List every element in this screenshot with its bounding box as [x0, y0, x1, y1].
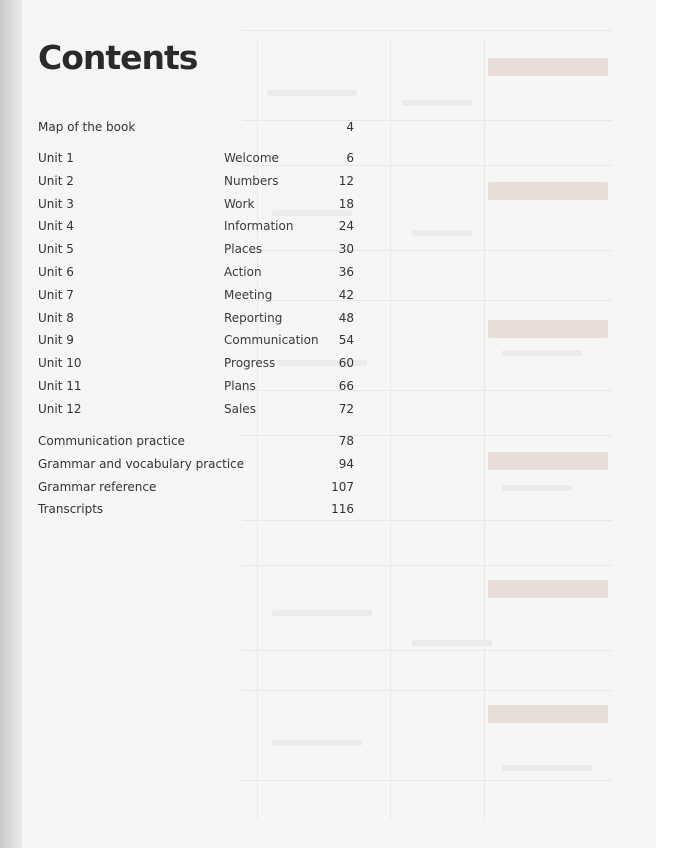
- unit-label: Unit 9: [38, 333, 74, 348]
- toc-line: [38, 116, 354, 139]
- unit-topic: Welcome: [224, 151, 279, 165]
- unit-page-number: 72: [338, 401, 354, 416]
- back-matter-label: Communication practice: [38, 434, 185, 448]
- ghost-text: [502, 485, 572, 491]
- unit-page-number: 48: [338, 310, 354, 325]
- ghost-line: [242, 650, 612, 651]
- unit-entry: [38, 261, 354, 284]
- back-matter-entry: [38, 476, 354, 499]
- unit-entry: [38, 375, 354, 398]
- ghost-text: [502, 765, 592, 771]
- unit-entry: [38, 193, 354, 216]
- back-matter-entry: [38, 498, 354, 521]
- back-matter-label: Transcripts: [38, 502, 104, 517]
- unit-topic: Places: [224, 242, 263, 257]
- ghost-text: [412, 230, 472, 236]
- unit-page-number: 12: [338, 173, 354, 188]
- unit-topic: Plans: [224, 378, 256, 393]
- unit-page-number: 60: [338, 356, 354, 371]
- unit-label: Unit 2: [38, 173, 74, 188]
- back-matter-label: Grammar and vocabulary practice: [38, 456, 245, 471]
- ghost-band: [488, 58, 608, 76]
- ghost-band: [488, 705, 608, 723]
- contents-page: [22, 0, 656, 848]
- ghost-line: [484, 40, 485, 820]
- unit-entry: [38, 307, 354, 330]
- ghost-band: [488, 182, 608, 200]
- unit-page-number: 30: [338, 242, 354, 257]
- unit-label: Unit 11: [38, 378, 82, 393]
- unit-topic: Action: [224, 264, 262, 279]
- back-matter-page-number: 116: [331, 502, 354, 517]
- unit-page-number: 36: [338, 264, 354, 279]
- unit-topic: Numbers: [224, 173, 279, 188]
- unit-topic: Sales: [224, 401, 256, 416]
- unit-page-number: 18: [338, 196, 354, 211]
- unit-label: Unit 12: [38, 401, 82, 416]
- ghost-line: [242, 780, 612, 781]
- unit-topic: Work: [224, 196, 255, 211]
- ghost-line: [242, 565, 612, 566]
- unit-label: Unit 5: [38, 242, 74, 257]
- toc-page-number: 4: [346, 120, 354, 134]
- unit-page-number: 24: [338, 219, 354, 234]
- unit-topic: Reporting: [224, 310, 283, 325]
- unit-label: Unit 7: [38, 287, 74, 302]
- unit-topic: Information: [224, 219, 294, 234]
- ghost-band: [488, 580, 608, 598]
- ghost-text: [502, 350, 582, 356]
- back-matter-page-number: 94: [338, 456, 354, 471]
- unit-label: Unit 1: [38, 151, 74, 165]
- unit-entry: [38, 329, 354, 352]
- unit-entry: [38, 398, 354, 421]
- toc-label: Map of the book: [38, 120, 136, 134]
- unit-label: Unit 6: [38, 264, 74, 279]
- ghost-text: [412, 640, 492, 646]
- ghost-line: [242, 30, 612, 31]
- unit-page-number: 66: [338, 378, 354, 393]
- back-matter-page-number: 78: [338, 434, 354, 448]
- back-matter-entry: [38, 430, 354, 453]
- ghost-band: [488, 320, 608, 338]
- unit-label: Unit 10: [38, 356, 82, 371]
- ghost-text: [402, 100, 472, 106]
- page-margin-right: [656, 0, 678, 848]
- page-title: Contents: [38, 38, 198, 77]
- ghost-text: [267, 90, 357, 96]
- unit-topic: Communication: [224, 333, 319, 348]
- ghost-text: [272, 740, 362, 746]
- unit-page-number: 6: [346, 151, 354, 165]
- unit-label: Unit 3: [38, 196, 74, 211]
- unit-page-number: 54: [338, 333, 354, 348]
- unit-entry: [38, 238, 354, 261]
- unit-list: [38, 147, 354, 421]
- unit-label: Unit 4: [38, 219, 74, 234]
- unit-entry: [38, 284, 354, 307]
- unit-entry: [38, 352, 354, 375]
- back-matter-entry: [38, 453, 354, 476]
- back-matter-list: [38, 430, 354, 521]
- ghost-line: [242, 690, 612, 691]
- unit-label: Unit 8: [38, 310, 74, 325]
- ghost-text: [272, 610, 372, 616]
- page-gutter-shadow: [0, 0, 22, 848]
- back-matter-page-number: 107: [331, 479, 354, 494]
- back-matter-label: Grammar reference: [38, 479, 157, 494]
- unit-entry: [38, 147, 354, 170]
- unit-entry: [38, 170, 354, 193]
- ghost-line: [390, 40, 391, 820]
- unit-topic: Progress: [224, 356, 276, 371]
- unit-topic: Meeting: [224, 287, 273, 302]
- unit-entry: [38, 215, 354, 238]
- unit-page-number: 42: [338, 287, 354, 302]
- map-of-book-entry: [38, 116, 354, 139]
- ghost-band: [488, 452, 608, 470]
